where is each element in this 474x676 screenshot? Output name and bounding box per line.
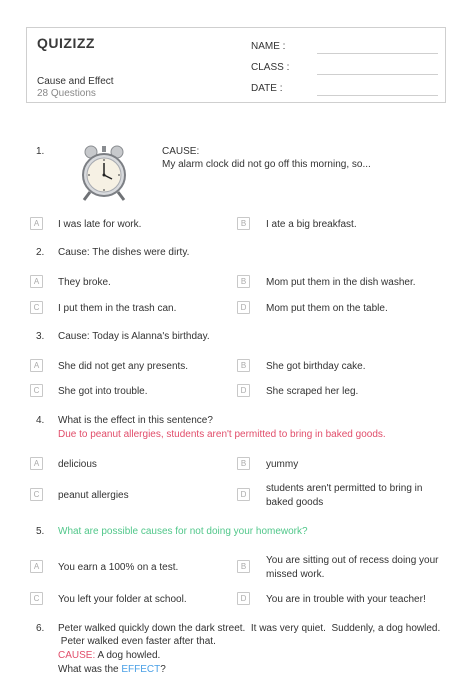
question-line: Peter walked even faster after that.	[58, 636, 216, 647]
option-text[interactable]: yummy	[266, 459, 299, 470]
option-text[interactable]: baked goods	[266, 497, 324, 508]
option-text[interactable]: missed work.	[266, 569, 325, 580]
class-field[interactable]	[317, 74, 438, 75]
option-letter: D	[237, 592, 250, 605]
worksheet-title: Cause and Effect	[37, 76, 114, 87]
prompt-start: What was the	[58, 664, 119, 675]
option-text[interactable]: I put them in the trash can.	[58, 303, 177, 314]
cause-line	[58, 649, 160, 662]
option-letter: C	[30, 301, 43, 314]
cause-label: CAUSE:	[58, 650, 96, 661]
prompt-end: ?	[160, 664, 166, 675]
option-letter: A	[30, 359, 43, 372]
question-line: CAUSE:	[162, 146, 200, 157]
option-letter: B	[237, 560, 250, 573]
option-letter: C	[30, 384, 43, 397]
question-line: Peter walked quickly down the dark street. It was very quiet. Suddenly, a dog howled.	[58, 623, 441, 634]
option-letter: A	[30, 560, 43, 573]
option-text[interactable]: You earn a 100% on a test.	[58, 562, 179, 573]
question-number: 1.	[36, 146, 45, 157]
date-field[interactable]	[317, 95, 438, 96]
option-text[interactable]: She did not get any presents.	[58, 361, 189, 372]
option-letter: D	[237, 488, 250, 501]
question-number: 3.	[36, 331, 45, 342]
option-text[interactable]: peanut allergies	[58, 490, 129, 501]
option-text[interactable]: students aren't permitted to bring in	[266, 483, 423, 494]
option-text[interactable]: delicious	[58, 459, 97, 470]
option-text[interactable]: She got birthday cake.	[266, 361, 366, 372]
name-label: NAME :	[251, 41, 286, 52]
option-letter: B	[237, 275, 250, 288]
question-line: Cause: The dishes were dirty.	[58, 247, 190, 258]
option-text[interactable]: Mom put them in the dish washer.	[266, 277, 416, 288]
option-letter: B	[237, 359, 250, 372]
option-letter: A	[30, 457, 43, 470]
worksheet-header	[26, 27, 446, 103]
quizizz-logo: QUIZIZZ	[37, 35, 95, 51]
question-line: My alarm clock did not go off this morning, so...	[162, 159, 371, 170]
option-text[interactable]: You are sitting out of recess doing your	[266, 555, 439, 566]
date-label: DATE :	[251, 83, 283, 94]
class-label: CLASS :	[251, 62, 290, 73]
option-letter: D	[237, 301, 250, 314]
question-highlight-sentence: Due to peanut allergies, students aren't permitted to bring in baked goods.	[58, 429, 386, 440]
option-letter: A	[30, 217, 43, 230]
alarm-clock-icon	[78, 144, 130, 202]
question-count: 28 Questions	[37, 88, 96, 99]
question-line: What are possible causes for not doing your homework?	[58, 526, 308, 537]
question-number: 6.	[36, 623, 45, 634]
name-field[interactable]	[317, 53, 438, 54]
question-number: 4.	[36, 415, 45, 426]
option-letter: C	[30, 592, 43, 605]
option-text[interactable]: She got into trouble.	[58, 386, 148, 397]
option-letter: D	[237, 384, 250, 397]
option-text[interactable]: You left your folder at school.	[58, 594, 187, 605]
option-text[interactable]: They broke.	[58, 277, 111, 288]
option-letter: C	[30, 488, 43, 501]
option-letter: A	[30, 275, 43, 288]
option-letter: B	[237, 457, 250, 470]
question-line: What is the effect in this sentence?	[58, 415, 213, 426]
option-text[interactable]: You are in trouble with your teacher!	[266, 594, 426, 605]
option-letter: B	[237, 217, 250, 230]
cause-text: A dog howled.	[95, 650, 161, 661]
question-line: Cause: Today is Alanna's birthday.	[58, 331, 210, 342]
option-text[interactable]: I ate a big breakfast.	[266, 219, 357, 230]
option-text[interactable]: I was late for work.	[58, 219, 142, 230]
prompt-effect: EFFECT	[121, 664, 161, 675]
question-number: 5.	[36, 526, 45, 537]
question-number: 2.	[36, 247, 45, 258]
option-text[interactable]: She scraped her leg.	[266, 386, 359, 397]
option-text[interactable]: Mom put them on the table.	[266, 303, 388, 314]
